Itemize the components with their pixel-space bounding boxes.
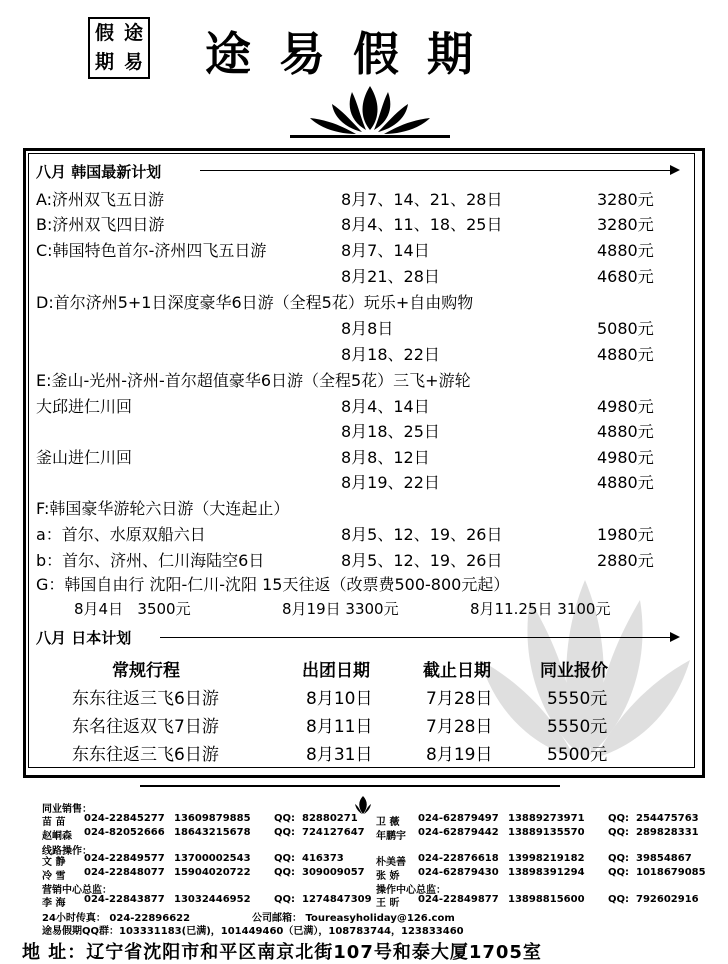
contact-tel: 024-62879442 — [418, 827, 499, 838]
korea-g-price-3 — [470, 598, 610, 619]
contact-tel: 024-22876618 — [418, 853, 499, 864]
contact-name: 李 海 — [42, 898, 66, 909]
contact-qq: 724127647 — [302, 827, 365, 838]
company-address: 地 址：辽宁省沈阳市和平区南京北街107号和泰大厦1705室 — [22, 942, 542, 963]
marketing-label: 营销中心总监： — [42, 885, 112, 896]
g-price: 3100元 — [557, 600, 611, 618]
contact-qq-label: QQ: — [608, 867, 630, 878]
japan-header-depart: 出团日期 — [302, 661, 370, 681]
contact-qq: 1274847309 — [302, 894, 372, 905]
korea-title-arrow-line — [200, 170, 672, 171]
contact-qq-label: QQ: — [608, 813, 630, 824]
korea-row-dates: 8月8日 — [341, 319, 394, 338]
korea-row-price: 4680元 — [597, 267, 654, 286]
logo-char: 易 — [123, 51, 143, 73]
japan-cell: 5500元 — [547, 745, 608, 765]
korea-row-name: C:韩国特色首尔-济州四飞五日游 — [36, 241, 267, 260]
korea-row-dates: 8月19、22日 — [341, 473, 440, 492]
g-date: 8月19日 — [282, 600, 341, 618]
japan-cell: 东东往返三飞6日游 — [72, 745, 219, 765]
japan-header-deadline: 截止日期 — [423, 661, 491, 681]
japan-cell: 8月31日 — [306, 745, 373, 765]
korea-row-dates: 8月4、14日 — [341, 397, 430, 416]
contact-name: 冷 雪 — [42, 871, 66, 882]
contact-mobile: 13889135570 — [508, 827, 585, 838]
contact-qq: 82880271 — [302, 813, 358, 824]
arrow-right-icon — [670, 632, 680, 642]
contact-mobile: 13898815600 — [508, 894, 585, 905]
korea-row-price: 4980元 — [597, 448, 654, 467]
logo-seal — [88, 17, 150, 79]
qq-group: 途易假期QQ群：103331183(已满)，101449460（已满），108783744，123833460 — [42, 926, 464, 937]
footer-divider — [140, 785, 560, 787]
contact-tel: 024-82052666 — [84, 827, 165, 838]
contact-tel: 024-22849577 — [84, 853, 165, 864]
korea-row-dates: 8月5、12、19、26日 — [341, 525, 503, 544]
contact-mobile: 18643215678 — [174, 827, 251, 838]
korea-row-price: 3280元 — [597, 190, 654, 209]
contact-qq-label: QQ: — [608, 894, 630, 905]
japan-cell: 8月10日 — [306, 689, 373, 709]
japan-cell: 东东往返三飞6日游 — [72, 689, 219, 709]
contact-mobile: 13998219182 — [508, 853, 585, 864]
contact-name: 文 静 — [42, 857, 66, 868]
contact-name: 王 昕 — [376, 898, 400, 909]
logo-char: 假 — [94, 22, 114, 44]
korea-row-dates: 8月18、22日 — [341, 345, 440, 364]
korea-row-name: E:釜山-光州-济州-首尔超值豪华6日游（全程5花）三飞+游轮 — [36, 371, 471, 390]
contact-qq: 792602916 — [636, 894, 699, 905]
japan-cell: 5550元 — [547, 689, 608, 709]
korea-row-dates: 8月7、14日 — [341, 241, 430, 260]
contact-tel: 024-62879430 — [418, 867, 499, 878]
contact-mobile: 13889273971 — [508, 813, 585, 824]
japan-cell: 东名往返双飞7日游 — [72, 717, 219, 737]
japan-cell: 7月28日 — [426, 689, 493, 709]
contact-qq-label: QQ: — [274, 813, 296, 824]
contact-name: 朴美善 — [376, 857, 406, 868]
korea-g-price-1 — [74, 598, 191, 619]
contact-mobile: 13032446952 — [174, 894, 251, 905]
korea-g-line: G：韩国自由行 沈阳-仁川-沈阳 15天往返（改票费500-800元起） — [36, 575, 510, 594]
contact-qq: 254475763 — [636, 813, 699, 824]
korea-row-price: 2880元 — [597, 551, 654, 570]
contact-tel: 024-22843877 — [84, 894, 165, 905]
g-price: 3300元 — [345, 600, 399, 618]
contact-qq-label: QQ: — [274, 867, 296, 878]
japan-cell: 8月19日 — [426, 745, 493, 765]
korea-row-name: 釜山进仁川回 — [36, 448, 133, 467]
contact-qq: 309009057 — [302, 867, 365, 878]
contact-qq-label: QQ: — [274, 827, 296, 838]
japan-cell: 5550元 — [547, 717, 608, 737]
lotus-ornament-icon — [290, 82, 450, 140]
korea-row-name: a：首尔、水原双船六日 — [36, 525, 206, 544]
contact-qq-label: QQ: — [608, 853, 630, 864]
japan-header-price: 同业报价 — [540, 661, 608, 681]
g-date: 8月11.25日 — [470, 600, 553, 618]
korea-row-name: D:首尔济州5+1日深度豪华6日游（全程5花）玩乐+自由购物 — [36, 293, 474, 312]
header — [0, 0, 728, 145]
logo-char: 途 — [123, 22, 143, 44]
korea-row-name: 大邱进仁川回 — [36, 397, 133, 416]
korea-row-price: 5080元 — [597, 319, 654, 338]
korea-row-name: F:韩国豪华游轮六日游（大连起止） — [36, 499, 290, 518]
korea-row-dates: 8月8、12日 — [341, 448, 430, 467]
japan-cell: 8月11日 — [306, 717, 373, 737]
contact-mobile: 13898391294 — [508, 867, 585, 878]
contact-name: 赵峒森 — [42, 831, 72, 842]
contact-qq-label: QQ: — [274, 894, 296, 905]
contact-qq-label: QQ: — [274, 853, 296, 864]
japan-section-title: 八月 日本计划 — [36, 629, 132, 647]
contact-tel: 024-22849877 — [418, 894, 499, 905]
contact-name: 苗 苗 — [42, 817, 66, 828]
sales-label: 同业销售： — [42, 804, 92, 815]
contact-tel: 024-22848077 — [84, 867, 165, 878]
contact-mobile: 15904020722 — [174, 867, 251, 878]
korea-row-price: 4880元 — [597, 345, 654, 364]
hotline: 24小时传真： 024-22896622 — [42, 913, 191, 924]
contact-qq-label: QQ: — [608, 827, 630, 838]
korea-row-price: 1980元 — [597, 525, 654, 544]
korea-row-dates: 8月7、14、21、28日 — [341, 190, 503, 209]
brand-title: 途易假期 — [205, 27, 501, 81]
contact-name: 年鹏宇 — [376, 831, 406, 842]
korea-row-name: b：首尔、济州、仁川海陆空6日 — [36, 551, 265, 570]
korea-row-price: 3280元 — [597, 215, 654, 234]
contact-tel: 024-22845277 — [84, 813, 165, 824]
contact-mobile: 13609879885 — [174, 813, 251, 824]
contact-qq: 289828331 — [636, 827, 699, 838]
korea-row-price: 4980元 — [597, 397, 654, 416]
contact-tel: 024-62879497 — [418, 813, 499, 824]
arrow-right-icon — [670, 165, 680, 175]
opcenter-label: 操作中心总监： — [376, 885, 446, 896]
korea-row-dates: 8月4、11、18、25日 — [341, 215, 503, 234]
japan-cell: 7月28日 — [426, 717, 493, 737]
korea-row-name: B:济州双飞四日游 — [36, 215, 165, 234]
korea-row-dates: 8月21、28日 — [341, 267, 440, 286]
korea-row-dates: 8月5、12、19、26日 — [341, 551, 503, 570]
contact-mobile: 13700002543 — [174, 853, 251, 864]
contact-qq: 1018679085 — [636, 867, 706, 878]
korea-row-price: 4880元 — [597, 241, 654, 260]
contact-qq: 39854867 — [636, 853, 692, 864]
korea-row-dates: 8月18、25日 — [341, 422, 440, 441]
korea-row-price: 4880元 — [597, 473, 654, 492]
contact-qq: 416373 — [302, 853, 344, 864]
korea-row-price: 4880元 — [597, 422, 654, 441]
company-email: 公司邮箱： Toureasyholiday@126.com — [252, 913, 455, 924]
g-price: 3500元 — [137, 600, 191, 618]
logo-char: 期 — [94, 51, 114, 73]
japan-title-arrow-line — [160, 637, 672, 638]
contact-name: 张 娇 — [376, 871, 400, 882]
korea-section-title: 八月 韩国最新计划 — [36, 163, 162, 181]
korea-g-price-2 — [282, 598, 399, 619]
korea-row-name: A:济州双飞五日游 — [36, 190, 165, 209]
contact-name: 卫 薇 — [376, 817, 400, 828]
g-date: 8月4日 — [74, 600, 124, 618]
japan-header-route: 常规行程 — [112, 661, 180, 681]
ops-label: 线路操作： — [42, 846, 92, 857]
